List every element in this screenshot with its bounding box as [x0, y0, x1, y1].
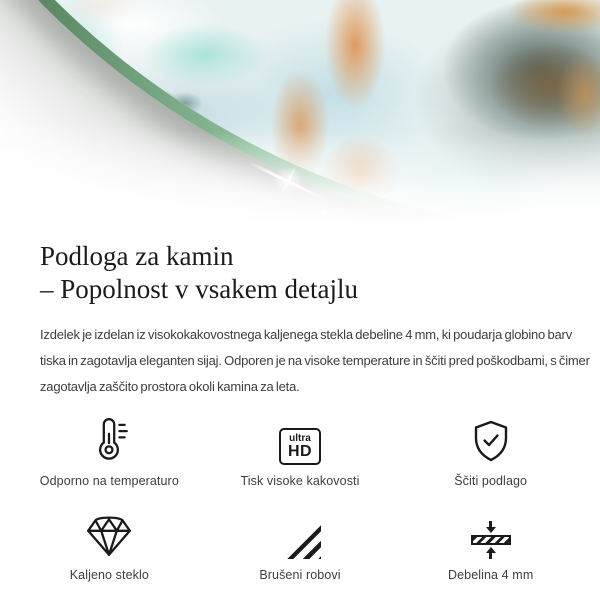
feature-label: Kaljeno steklo	[69, 568, 149, 582]
ultra-hd-text-bottom: HD	[287, 443, 313, 460]
feature-polished-edges	[205, 505, 396, 582]
feature-thickness	[395, 505, 586, 582]
thermometer-icon	[14, 411, 205, 465]
feature-print-quality	[205, 411, 396, 488]
feature-label: Odporno na temperaturo	[39, 474, 179, 488]
title-line-2: – Popolnost v vsakem detajlu	[40, 274, 358, 304]
feature-temperature	[14, 411, 205, 488]
shield-check-icon	[395, 411, 586, 465]
ultra-hd-icon	[205, 411, 396, 465]
feature-grid	[14, 411, 586, 582]
feature-label: Brušeni robovi	[259, 568, 341, 582]
product-photo	[0, 0, 600, 232]
page-title	[0, 232, 600, 306]
brushed-edges-icon	[205, 505, 396, 559]
feature-label: Ščiti podlago	[454, 474, 528, 488]
feature-tempered-glass	[14, 505, 205, 582]
product-copy	[0, 232, 600, 400]
feature-protects-floor	[395, 411, 586, 488]
ultra-hd-text-top: ultra	[289, 433, 311, 444]
diamond-icon	[14, 505, 205, 559]
feature-label: Tisk visoke kakovosti	[240, 474, 360, 488]
feature-label: Debelina 4 mm	[447, 568, 534, 582]
title-line-1: Podloga za kamin	[40, 241, 234, 271]
photo-bottom-fade	[0, 0, 600, 232]
thickness-compress-icon	[395, 505, 586, 559]
product-description: Izdelek je izdelan iz visokokakovostnega kaljenega stekla debeline 4 mm, ki poudarja globino barv tiska in zagotavlja eleganten sijaj. Odporen je na visoke temperature in ščiti pred poškodbami, s čimer zagotavlja zaščito prostora okoli kamina za leta.	[40, 327, 590, 394]
